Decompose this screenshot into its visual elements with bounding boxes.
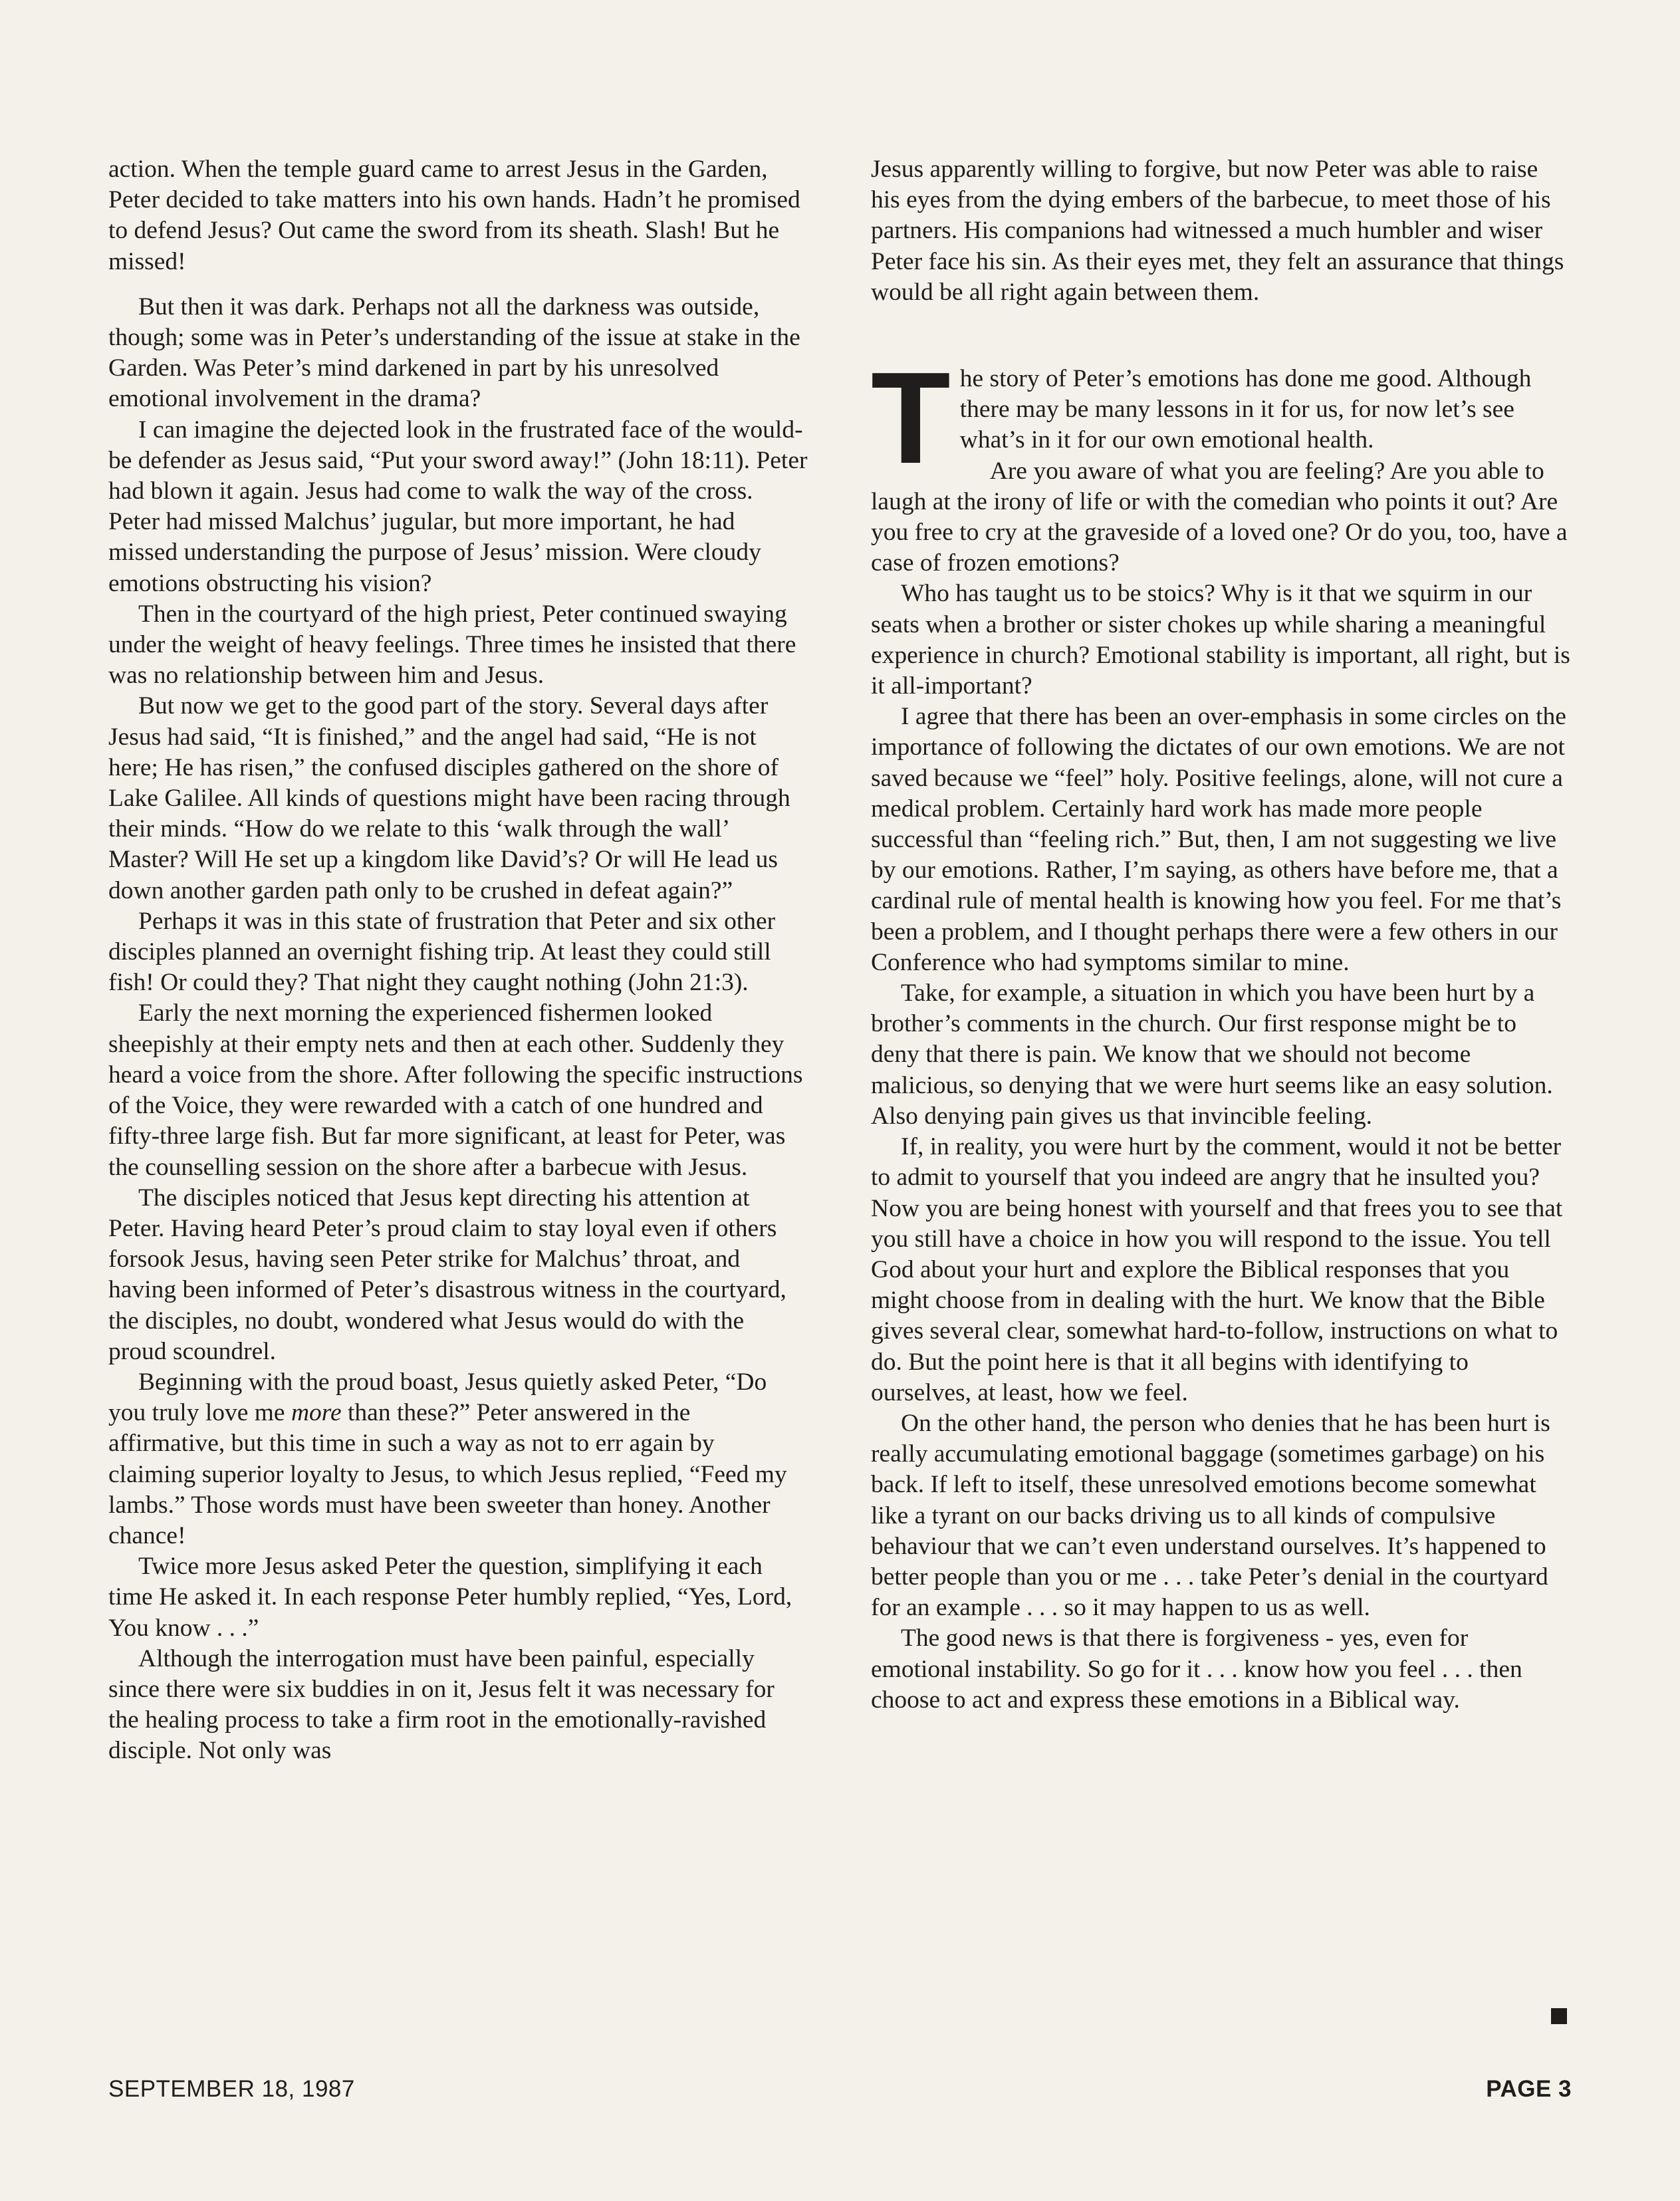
text-run: Beginning with the proud boast, Jesus quietly asked Peter, “Do you truly love me [108,1368,767,1427]
text-run: he story of Peter’s emotions has done me good. Although there may be many lessons in it for us, for now let’s see what’s in it for our own emotional health. [959,365,1532,454]
paragraph: Are you aware of what you are feeling? Are you able to laugh at the irony of life or with the comedian who points it out? Are you free to cry at the graveside of a loved one? Or do you, too, have a case of frozen emotions? [871,457,1568,577]
footer-date: SEPTEMBER 18, 1987 [108,2076,355,2102]
paragraph: On the other hand, the person who denies that he has been hurt is really accumulating emotional baggage (sometimes garbage) on his back. If left to itself, these unresolved emotions become somewhat like a tyrant on our backs driving us to all kinds of compulsive behaviour that we can’t even understand ourselves. It’s happened to better people than you or me . . . take Peter’s denial in the courtyard for an example . . . so it may happen to us as well. [871,1409,1550,1622]
drop-cap-paragraph [871,345,1570,491]
end-of-article-mark [1551,2008,1567,2024]
text-run: than these?” Peter answered in the affirmative, but this time in such a way as not to err again by claiming superior loyalty to Jesus, to which Jesus replied, “Feed my lambs.” Those words must have been sweeter than honey. Another chance! [108,1399,787,1549]
paragraph: Take, for example, a situation in which you have been hurt by a brother’s comments in the church. Our first response might be to deny that there is pain. We know that we should not become malicious, so denying that we were hurt seems like an easy solution. Also denying pain gives us that invincible feeling. [871,979,1553,1130]
paragraph: Perhaps it was in this state of frustration that Peter and six other disciples planned an overnight fishing trip. At least they could still fish! Or could they? That night they caught nothing (John 21:3). [108,907,776,997]
paragraph: But now we get to the good part of the story. Several days after Jesus had said, “It is finished,” and the angel had said, “He is not here; He has risen,” the confused disciples gathered on the shore of Lake Galilee. All kinds of questions might have been racing through their minds. “How do we relate to this ‘walk through the wall’ Master? Will He set up a kingdom like David’s? Or will He lead us down another garden path only to be crushed in defeat again?” [108,692,790,904]
paragraph: Who has taught us to be stoics? Why is it that we squirm in our seats when a brother or sister chokes up while sharing a meaningful experience in church? Emotional stability is important, all right, but is it all-important? [871,580,1570,700]
paragraph: Early the next morning the experienced fishermen looked sheepishly at their empty nets and then at each other. Suddenly they heard a voice from the shore. After following the specific instructions of the Voice, they were rewarded with a catch of one hundred and fifty-three large fish. But far more significant, at least for Peter, was the counselling session on the shore after a barbecue with Jesus. [108,999,803,1181]
paragraph: Twice more Jesus asked Peter the question, simplifying it each time He asked it. In each response Peter humbly replied, “Yes, Lord, You know . . .” [108,1553,792,1642]
paragraph: The disciples noticed that Jesus kept directing his attention at Peter. Having heard Peter’s proud claim to stay loyal even if others forsook Jesus, having seen Peter strike for Malchus’ throat, and having been informed of Peter’s disastrous witness in the courtyard, the disciples, no doubt, wondered what Jesus would do with the proud scoundrel. [108,1184,786,1365]
paragraph: I agree that there has been an over-emphasis in some circles on the importance of following the dictates of our own emotions. We are not saved because we “feel” holy. Positive feelings, alone, will not cure a medical problem. Certainly hard work has made more people successful than “feeling rich.” But, then, I am not suggesting we live by our emotions. Rather, I’m saying, as others have before me, that a cardinal rule of mental health is knowing how you feel. For me that’s been a problem, and I thought perhaps there were a few others in our Conference who had symptoms similar to mine. [871,703,1566,976]
emphasis-text: more [291,1399,342,1427]
paragraph: If, in reality, you were hurt by the comment, would it not be better to admit to yourself that you indeed are angry that he insulted you? Now you are being honest with yourself and that frees you to see that you still have a choice in how you will respond to the issue. You tell God about your hurt and explore the Biblical responses that you might choose from in dealing with the hurt. We know that the Bible gives several clear, somewhat hard-to-follow, instructions on what to do. But the point here is that it all begins with identifying to ourselves, at least, how we feel. [871,1133,1563,1406]
left-column [108,154,808,1767]
footer-page-number: PAGE 3 [1486,2076,1572,2102]
paragraph: Jesus apparently willing to forgive, but now Peter was able to raise his eyes from the dying embers of the barbecue, to meet those of his partners. His companions had witnessed a much humbler and wiser Peter face his sin. As their eyes met, they felt an assurance that things would be all right again between them. [871,156,1564,306]
paragraph: action. When the temple guard came to arrest Jesus in the Garden, Peter decided to take matters into his own hands. Hadn’t he promised to defend Jesus? Out came the sword from its sheath. Slash! But he missed! [108,156,800,275]
right-column [871,154,1570,1716]
paragraph: Then in the courtyard of the high priest, Peter continued swaying under the weight of heavy feelings. Three times he insisted that there was no relationship between him and Jesus. [108,600,796,690]
paragraph: I can imagine the dejected look in the frustrated face of the would-be defender as Jesus said, “Put your sword away!” (John 18:11). Peter had blown it again. Jesus had come to walk the way of the cross. Peter had missed Malchus’ jugular, but more important, he had missed understanding the purpose of Jesus’ mission. Were cloudy emotions obstructing his vision? [108,416,808,597]
paragraph: Although the interrogation must have been painful, especially since there were six buddies in on it, Jesus felt it was necessary for the healing process to take a firm root in the emotionally-ravished disciple. Not only was [108,1644,775,1765]
paragraph: But then it was dark. Perhaps not all the darkness was outside, though; some was in Peter’s understanding of the issue at stake in the Garden. Was Peter’s mind darkened in part by his unresolved emotional involvement in the drama? [108,293,800,413]
paragraph [108,1367,808,1551]
drop-cap-letter: T [871,345,951,491]
paragraph: The good news is that there is forgiveness - yes, even for emotional instability. So go for it . . . know how you feel . . . then choose to act and express these emotions in a Biblical way. [871,1624,1522,1714]
